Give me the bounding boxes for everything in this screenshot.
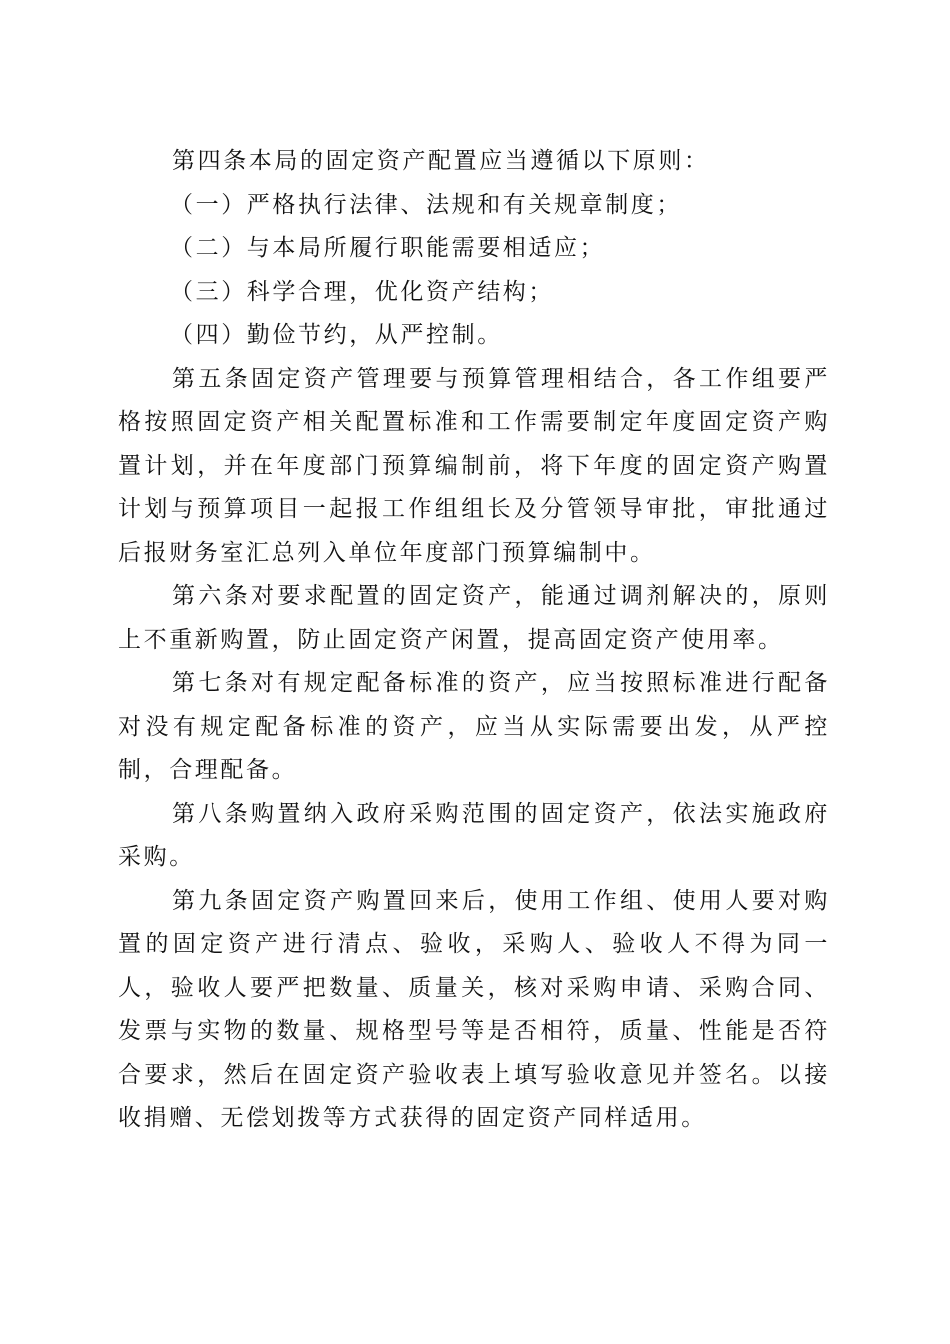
article-5: 第五条固定资产管理要与预算管理相结合，各工作组要严格按照固定资产相关配置标准和工作需要制定年度固定资产购置计划，并在年度部门预算编制前，将下年度的固定资产购置计划与预算项目一起报工作组组长及分管领导审批，审批通过后报财务室汇总列入单位年度部门预算编制中。 <box>118 365 830 566</box>
article-7: 第七条对有规定配备标准的资产，应当按照标准进行配备对没有规定配备标准的资产，应当从实际需要出发，从严控制，合理配备。 <box>118 670 830 783</box>
article-4-item-4: （四）勤俭节约，从严控制。 <box>170 322 503 348</box>
article-6: 第六条对要求配置的固定资产，能通过调剂解决的，原则上不重新购置，防止固定资产闲置，提高固定资产使用率。 <box>118 583 830 653</box>
article-4-item-1: （一）严格执行法律、法规和有关规章制度； <box>170 191 682 218</box>
article-4-intro: 第四条本局的固定资产配置应当遵循以下原则： <box>172 148 710 174</box>
article-4-item-2: （二）与本局所履行职能需要相适应； <box>170 235 606 261</box>
document-body <box>118 140 830 1141</box>
article-9: 第九条固定资产购置回来后，使用工作组、使用人要对购置的固定资产进行清点、验收，采购人、验收人不得为同一人，验收人要严把数量、质量关，核对采购申请、采购合同、发票与实物的数量、规格型号等是否相符，质量、性能是否符合要求，然后在固定资产验收表上填写验收意见并签名。以接收捐赠、无偿划拨等方式获得的固定资产同样适用。 <box>118 887 830 1131</box>
article-4-item-3: （三）科学合理，优化资产结构； <box>170 278 554 305</box>
article-8: 第八条购置纳入政府采购范围的固定资产，依法实施政府采购。 <box>118 800 830 870</box>
